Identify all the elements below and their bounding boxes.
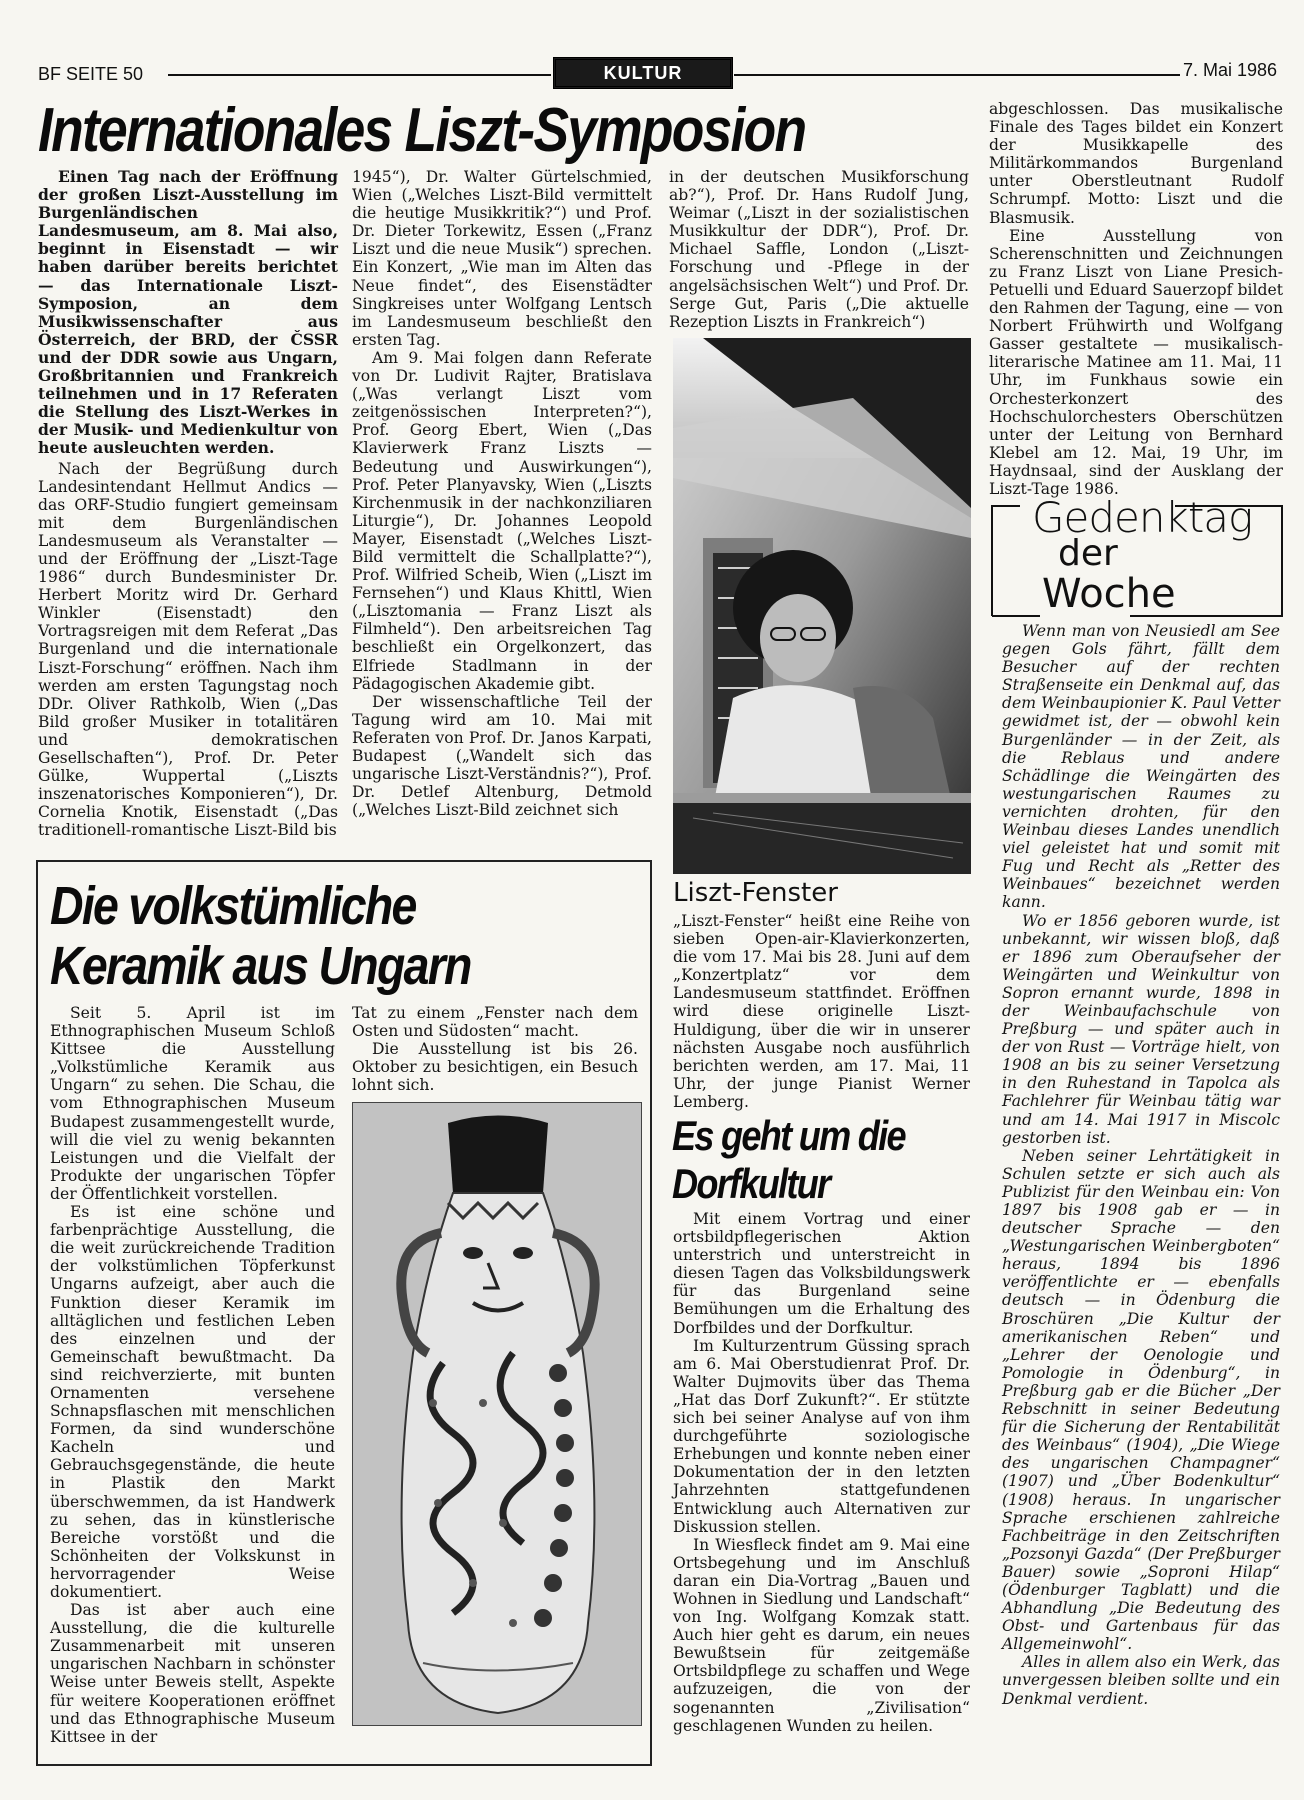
keramik-paragraph: Die Ausstellung ist bis 26. Oktober zu besichtigen, ein Besuch lohnt sich. <box>352 1040 638 1095</box>
gedenktag-paragraph: Wenn man von Neusiedl am See gegen Gols fährt, fällt dem Besucher auf der rechten Straßenseite ein Denkmal auf, das dem Weinbaupionier K. Paul Vetter gewidmet ist, der — obwohl kein Burgenländer — in der Zeit, als die Reblaus und andere Schädlinge die Weingärten des westungarischen Raumes zu vernichten drohten, für den Weinbau dieses Landes unendlich viel geleistet hat und somit mit Fug und Recht als „Retter des Weinbaues“ bezeichnet werden kann. <box>1002 622 1280 912</box>
main-headline: Internationales Liszt-Symposion <box>38 96 806 165</box>
header-rule-right <box>734 74 1180 76</box>
gedenktag-title-line1: Gedenktag <box>1032 493 1253 542</box>
main-paragraph: Der wissenschaftliche Teil der Tagung wird am 10. Mai mit Referaten von Prof. Dr. Janos Karpati, Budapest („Wandelt sich das ungarische Liszt-Verständnis?“), Prof. Dr. Detlef Altenburg, Detmold („Welches Liszt-Bild zeichnet sich <box>352 692 652 820</box>
gedenktag-title-line3: Woche <box>1042 571 1176 617</box>
pianist-photo-image <box>673 338 971 874</box>
main-paragraph: in der deutschen Musikforschung ab?“), Prof. Dr. Hans Rudolf Jung, Weimar („Liszt in der sozialistischen Musikkultur der DDR“), Prof. Dr. Michael Saffle, London („Liszt-Forschung und -Pflege in der angelsächsischen Welt“) und Prof. Dr. Serge Gut, Paris („Die aktuelle Rezeption Liszts in Frankreich“) <box>669 168 969 331</box>
main-paragraph: abgeschlossen. Das musikalische Finale des Tages bildet ein Konzert der Musikkapelle des Militärkommandos Burgenland unter Oberstleutnant Rudolf Schrumpf. Motto: Liszt und die Blasmusik. <box>989 100 1283 227</box>
main-paragraph: Nach der Begrüßung durch Landesintendant Hellmut Andics — das ORF-Studio fungiert gemeinsam mit dem Burgenländischen Landesmuseum als Veranstalter — und der Eröffnung der „Liszt-Tage 1986“ durch Bundesminister Dr. Herbert Moritz wird Dr. Gerhard Winkler (Eisenstadt) den Vortragsreigen mit dem Referat „Das Burgenland und die internationale Liszt-Forschung“ eröffnen. Nach ihm werden am ersten Tagungstag noch DDr. Oliver Rathkolb, Wien („Das Bild großer Musiker in totalitären und demokratischen Gesellschaften“), Prof. Dr. Peter Gülke, Wuppertal („Liszts inszenatorisches Komponieren“), Dr. Cornelia Knotik, Eisenstadt („Das traditionell-romantische Liszt-Bild bis <box>38 459 338 840</box>
gedenktag-title-box <box>990 493 1286 618</box>
keramik-paragraph: Seit 5. April ist im Ethnographischen Museum Schloß Kittsee die Ausstellung „Volkstümliche Keramik aus Ungarn“ zu sehen. Die Schau, die vom Ethnographischen Museum Budapest zusammengestellt wurde, will die viel zu wenig bekannten Leistungen und die Vielfalt der Produkte der ungarischen Töpfer der Öffentlichkeit vorstellen. <box>50 1004 335 1203</box>
section-label-text: KULTUR <box>603 62 683 83</box>
main-lead-paragraph: Einen Tag nach der Eröffnung der großen Liszt-Ausstellung im Burgenländischen Landesmuseum, am 8. Mai also, beginnt in Eisenstadt — wir haben darüber bereits berichtet — das Internationale Liszt-Symposion, an dem Musikwissenschafter aus Österreich, der BRD, der ČSSR und der DDR sowie aus Ungarn, Großbritannien und Frankreich teilnehmen und in 17 Referaten die Stellung des Liszt-Werkes in der Musik- und Medienkultur von heute ausleuchten werden. <box>38 167 338 458</box>
dorfkultur-headline-line1: Es geht um die <box>672 1112 905 1159</box>
gedenktag-title-line2: der <box>1058 533 1118 574</box>
dorfkultur-headline-line2: Dorfkultur <box>672 1160 830 1207</box>
ceramic-photo-image <box>353 1103 641 1725</box>
liszt-fenster-paragraph: „Liszt-Fenster“ heißt eine Reihe von sieben Open-air-Klavierkonzerten, die vom 17. Mai bis 28. Juni auf dem „Konzertplatz“ vor dem Landesmuseum stattfindet. Eröffnen wird diese originelle Liszt-Huldigung, über die wir in unserer nächsten Ausgabe noch ausführlich berichten werden, am 17. Mai, 11 Uhr, der junge Pianist Werner Lemberg. <box>673 912 970 1111</box>
main-article-col2 <box>352 168 652 819</box>
keramik-paragraph: Es ist eine schöne und farbenprächtige Ausstellung, die die weit zurückreichende Tradition der volkstümlichen Töpferkunst Ungarns aufzeigt, aber auch die Funktion dieser Keramik im alltäglichen und festlichen Leben des einzelnen und der Gemeinschaft bewußtmacht. Da sind reichverzierte, mit bunten Ornamenten versehene Schnapsflaschen mit menschlichen Formen, da sind wunderschöne Kacheln und Gebrauchsgegenstände, die heute in Plastik den Markt überschwemmen, da ist Handwerk zu sehen, das in künstlerische Bereiche vorstößt und die Schönheiten der Volkskunst in hervorragender Weise dokumentiert. <box>50 1203 335 1601</box>
keramik-headline-line1: Die volkstümliche <box>50 876 416 936</box>
keramik-col1 <box>50 1004 335 1746</box>
dorfkultur-paragraph: Im Kulturzentrum Güssing sprach am 6. Mai Oberstudienrat Prof. Dr. Walter Dujmovits über das Thema „Hat das Dorf Zukunft?“. Er stützte sich bei seiner Analyse auf von ihm durchgeführte soziologische Erhebungen und konnte neben einer Dokumentation der in den letzten Jahrzehnten stattgefundenen Entwicklung auch Alternativen zur Diskussion stellen. <box>673 1336 970 1536</box>
gedenktag-body <box>1002 622 1280 1708</box>
dorfkultur-body <box>673 1210 970 1735</box>
main-paragraph: Am 9. Mai folgen dann Referate von Dr. Ludivit Rajter, Bratislava („Was verlangt Liszt vom zeitgenössischen Interpreten?“), Prof. Georg Ebert, Wien („Das Klavierwerk Franz Liszts — Bedeutung und Auswirkungen“), Prof. Peter Planyavsky, Wien („Liszts Kirchenmusik in der nachkonziliaren Liturgie“), Dr. Johannes Leopold Mayer, Eisenstadt („Welches Liszt-Bild vermittelt die Schallplatte?“), Prof. Wilfried Scheib, Wien („Liszt im Fernsehen“) und Klaus Khittl, Wien („Lisztomania — Franz Liszt als Filmheld“). Den arbeitsreichen Tag beschließt ein Orgelkonzert, das Elfriede Stadlmann in der Pädagogischen Akademie gibt. <box>352 348 652 693</box>
page-number: BF SEITE 50 <box>38 64 144 84</box>
gedenktag-paragraph: Wo er 1856 geboren wurde, ist unbekannt, wir wissen bloß, daß er 1896 zum Oberaufseher der Weingärten und Weinkultur von Sopron ernannt wurde, 1898 in der Weinbaufachschule von Preßburg — und später auch in der von Rust — Vorträge hielt, von 1908 an bis zu seiner Versetzung in den Ruhestand in Tapolca als Fachlehrer für Weinbau tätig war und am 14. Mai 1917 in Miscolc gestorben ist. <box>1002 911 1280 1147</box>
liszt-fenster-heading: Liszt-Fenster <box>673 878 838 908</box>
main-paragraph: Eine Ausstellung von Scherenschnitten und Zeichnungen zu Franz Liszt von Liane Presich-Petuelli und Eduard Sauerzopf bildet den Rahmen der Tagung, eine — von Norbert Frühwirth und Wolfgang Gasser gestaltete — musikalisch-literarische Matinee am 11. Mai, 11 Uhr, im Funkhaus sowie ein Orchesterkonzert des Hochschulorchesters Oberschützen unter der Leitung von Bernhard Klebel am 12. Mai, 19 Uhr, im Haydnsaal, sind der Ausklang der Liszt-Tage 1986. <box>989 226 1283 498</box>
gedenktag-paragraph: Alles in allem also ein Werk, das unvergessen bleiben sollte und ein Denkmal verdient. <box>1002 1653 1280 1708</box>
main-article-col3 <box>669 168 969 331</box>
keramik-headline-line2: Keramik aus Ungarn <box>50 936 471 996</box>
issue-date: 7. Mai 1986 <box>1183 60 1278 80</box>
ceramic-photo <box>352 1102 642 1726</box>
keramik-col2 <box>352 1004 638 1094</box>
pianist-photo <box>673 338 971 874</box>
liszt-fenster-body <box>673 912 970 1111</box>
main-article-col4 <box>989 100 1283 498</box>
gedenktag-paragraph: Neben seiner Lehrtätigkeit in Schulen setzte er sich auch als Publizist für den Weinbau ein: Von 1897 bis 1908 gab er — in deutscher Sprache — den „Westungarischen Weinbergboten“ heraus, 1894 bis 1896 veröffentlichte er — ebenfalls deutsch — in Ödenburg die Broschüren „Die Kultur der amerikanischen Reben“ und „Lehrer der Oenologie und Pomologie in Ödenburg“, in Preßburg gab er die Bücher „Der Rebschnitt in seiner Bedeutung für die Sicherung der Rentabilität des Weinbaus“ (1904), „Die Wiege des ungarischen Champagner“ (1907) und „Über Bodenkultur“ (1908) heraus. In ungarischer Sprache erschienen zahlreiche Fachbeiträge in den Zeitschriften „Pozsonyi Gazda“ (Der Preßburger Bauer) sowie „Soproni Hilap“ (Ödenburger Tagblatt) und die Abhandlung „Die Bedeutung des Obst- und Gartenbaus für das Allgemeinwohl“. <box>1002 1146 1280 1654</box>
keramik-paragraph: Das ist aber auch eine Ausstellung, die die kulturelle Zusammenarbeit mit unseren ungarischen Nachbarn in schönster Weise unter Beweis stellt, Aspekte für weitere Kooperationen eröffnet und das Ethnographische Museum Kittsee in der <box>50 1601 335 1746</box>
section-label <box>553 57 733 89</box>
main-paragraph: 1945“), Dr. Walter Gürtelschmied, Wien („Welches Liszt-Bild vermittelt die heutige Musikkritik?“) und Prof. Dr. Dieter Torkewitz, Essen („Franz Liszt und die neue Musik“) sprechen. Ein Konzert, „Wie man im Alten das Neue findet“, des Eisenstädter Singkreises unter Wolfgang Lentsch im Landesmuseum beschließt den ersten Tag. <box>352 168 652 349</box>
header-rule-left <box>168 74 551 76</box>
main-article-col1 <box>38 168 338 839</box>
dorfkultur-paragraph: Mit einem Vortrag und einer ortsbildpflegerischen Aktion unterstrich und unterstreicht in diesen Tagen das Volksbildungswerk für das Burgenland seine Bemühungen um die Erhaltung des Dorfbildes und der Dorfkultur. <box>673 1210 970 1337</box>
dorfkultur-paragraph: In Wiesfleck findet am 9. Mai eine Ortsbegehung und im Anschluß daran ein Dia-Vortrag „Bauen und Wohnen in Siedlung und Landschaft“ von Ing. Wolfgang Komzak statt. Auch hier geht es darum, ein neues Bewußtsein für zeitgemäße Ortsbildpflege zu schaffen und Wege aufzuzeigen, die von der sogenannten „Zivilisation“ geschlagenen Wunden zu heilen. <box>673 1535 970 1735</box>
keramik-paragraph: Tat zu einem „Fenster nach dem Osten und Südosten“ macht. <box>352 1004 638 1041</box>
